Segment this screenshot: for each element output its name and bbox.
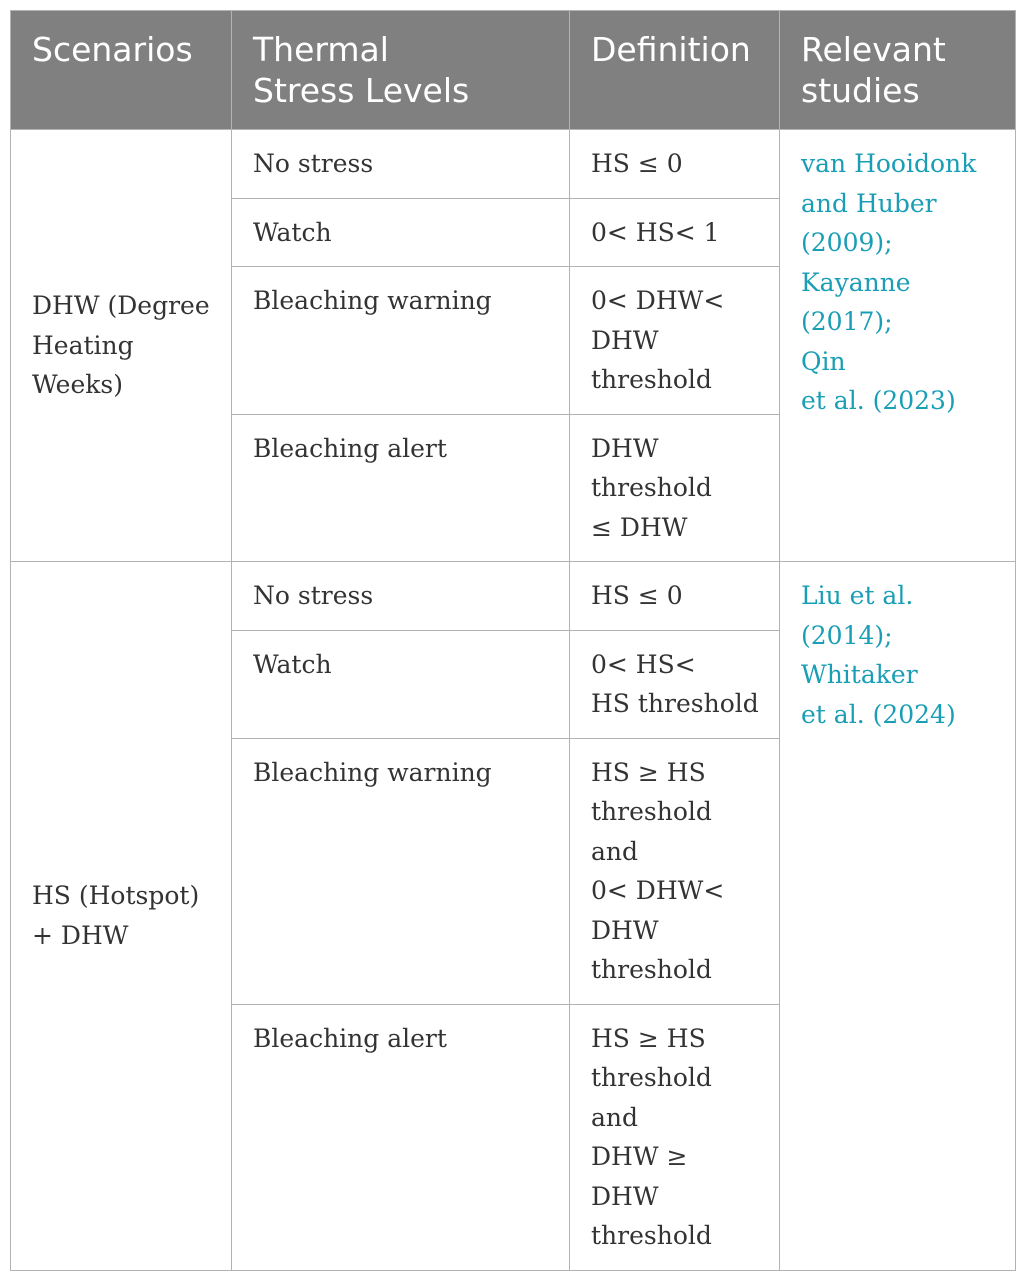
study-reference-link[interactable]: (2009);	[801, 228, 893, 257]
stress-level-cell	[232, 738, 570, 1004]
definition-cell	[570, 130, 780, 199]
scenario-text: Heating	[32, 330, 134, 360]
definition-text: threshold	[591, 955, 712, 984]
definition-text: DHW	[591, 325, 659, 355]
study-reference-link[interactable]: van Hooidonk	[801, 149, 977, 178]
definition-text: threshold and	[591, 1063, 712, 1132]
header-relevant-studies: Relevant studies	[780, 11, 1016, 130]
stress-level-cell	[232, 267, 570, 415]
scenario-text: + DHW	[32, 920, 129, 950]
header-row	[11, 11, 1016, 130]
definition-text: DHW	[591, 915, 659, 945]
scenario-cell	[11, 562, 232, 1271]
stress-level-cell	[232, 630, 570, 738]
header-definition: Definition	[570, 11, 780, 130]
stress-level-cell	[232, 414, 570, 562]
study-reference-link[interactable]: (2017);	[801, 307, 893, 336]
definition-text: DHW	[591, 1181, 659, 1211]
definition-text: threshold	[591, 473, 712, 502]
table-row	[11, 130, 1016, 199]
definition-text: 0< HS< 1	[591, 217, 720, 247]
study-reference-link[interactable]: Whitaker	[801, 660, 918, 689]
stress-level-text: Bleaching alert	[253, 1023, 447, 1053]
definition-text: HS ≥ HS	[591, 1023, 706, 1053]
stress-level-cell	[232, 198, 570, 267]
definition-text: 0< DHW<	[591, 876, 725, 905]
study-reference-link[interactable]: Liu et al.	[801, 581, 914, 610]
definition-cell	[570, 414, 780, 562]
definition-text: threshold	[591, 1221, 712, 1250]
definition-text: ≤ DHW	[591, 512, 688, 542]
definition-text: threshold and	[591, 797, 712, 866]
definition-text: HS ≤ 0	[591, 581, 683, 610]
stress-level-text: Bleaching alert	[253, 433, 447, 463]
definition-text: 0< HS<	[591, 649, 696, 679]
header-thermal-stress-levels: Thermal Stress Levels	[232, 11, 570, 130]
definition-text: threshold	[591, 365, 712, 394]
stress-level-text: No stress	[253, 581, 374, 610]
scenario-text: HS (Hotspot)	[32, 881, 200, 911]
definition-text: DHW	[591, 433, 659, 463]
header-scenarios: Scenarios	[11, 11, 232, 130]
study-reference-link[interactable]: et al. (2024)	[801, 699, 956, 729]
definition-cell	[570, 562, 780, 631]
table-row	[11, 562, 1016, 631]
stress-level-text: No stress	[253, 149, 374, 178]
definition-cell	[570, 198, 780, 267]
definition-text: HS ≥ HS	[591, 757, 706, 787]
study-reference-link[interactable]: Qin	[801, 346, 846, 376]
scenario-text: DHW (Degree	[32, 291, 210, 321]
relevant-studies-cell	[780, 130, 1016, 562]
stress-level-text: Bleaching warning	[253, 286, 492, 315]
definition-text: HS ≤ 0	[591, 149, 683, 178]
stress-level-cell	[232, 130, 570, 199]
study-reference-link[interactable]: and Huber	[801, 188, 937, 218]
definition-cell	[570, 630, 780, 738]
stress-level-cell	[232, 1004, 570, 1270]
stress-level-text: Watch	[253, 649, 332, 679]
study-reference-link[interactable]: Kayanne	[801, 267, 911, 297]
definition-cell	[570, 1004, 780, 1270]
study-reference-link[interactable]: (2014);	[801, 620, 893, 650]
definition-text: DHW ≥	[591, 1142, 688, 1171]
scenario-text: Weeks)	[32, 370, 123, 400]
stress-level-cell	[232, 562, 570, 631]
study-reference-link[interactable]: et al. (2023)	[801, 386, 956, 415]
scenario-cell	[11, 130, 232, 562]
definition-cell	[570, 738, 780, 1004]
stress-level-text: Bleaching warning	[253, 757, 492, 787]
stress-level-text: Watch	[253, 217, 332, 247]
thermal-stress-table	[10, 10, 1016, 1271]
definition-text: 0< DHW<	[591, 286, 725, 315]
relevant-studies-cell	[780, 562, 1016, 1271]
definition-text: HS threshold	[591, 689, 759, 718]
definition-cell	[570, 267, 780, 415]
